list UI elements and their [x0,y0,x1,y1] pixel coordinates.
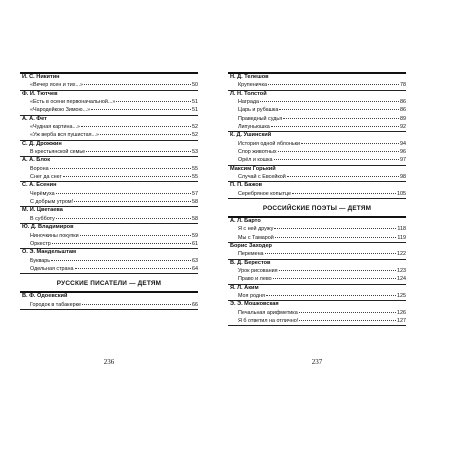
toc-entry-page: 126 [397,309,406,316]
toc-entry-title: Мы с Тамарой [238,234,274,241]
toc-entry-title: Моя родня [238,293,265,300]
dot-leader [265,249,396,254]
dot-leader [279,266,396,271]
toc-entry-page: 78 [400,82,406,89]
dot-leader [81,122,191,127]
toc-entry [228,190,406,198]
left-page-number: 236 [103,358,115,366]
dot-leader [268,80,399,85]
toc-entry-title: Право и лево [238,276,272,283]
dot-leader [56,189,191,194]
right-page-number: 237 [311,358,323,366]
toc-entry-title: Ниночкины покупки [30,232,79,239]
toc-entry-title: Крупеничка [238,82,267,89]
toc-entry-page: 52 [192,132,198,139]
dot-leader [56,214,191,219]
toc-entry-page: 119 [397,234,406,241]
dot-leader [86,147,191,152]
toc-entry [20,240,198,248]
toc-entry-page: 63 [192,257,198,264]
toc-author: Э. Э. Мошковская [228,300,406,308]
toc-entry [228,173,406,181]
dot-leader [51,256,191,261]
toc-author: К. Д. Ушинский [228,131,406,139]
toc-entry-title: «Уж верба вся пушистая...» [30,132,99,139]
dot-leader [82,300,191,305]
dot-leader [116,97,191,102]
toc-entry-page: 122 [397,251,406,258]
toc-entry-page: 66 [192,301,198,308]
toc-author: Л. Н. Толстой [228,90,406,98]
list-end-rule [20,273,198,274]
dot-leader [271,122,399,127]
dot-leader [50,164,191,169]
toc-entry [20,131,198,139]
toc-entry-title: Урок рисования [238,268,278,275]
toc-entry [228,123,406,131]
toc-author: Н. Д. Телешов [230,74,269,80]
toc-entry-title: Ворона [30,165,49,172]
toc-entry-page: 125 [397,293,406,300]
toc-entry-page: 52 [192,124,198,131]
dot-leader [283,114,399,119]
right-page [228,72,406,372]
toc-entry-page: 64 [192,265,198,272]
toc-entry-page: 96 [400,149,406,155]
toc-author: С. А. Есенин [20,181,198,189]
toc-author: А. А. Фет [20,115,198,123]
toc-entry-title: Оркестр [30,240,51,247]
toc-entry-title: Награда [238,99,259,106]
toc-entry-title: Снег да снег [30,174,62,181]
toc-entry [20,173,198,181]
toc-entry [228,81,406,89]
toc-author: С. Д. Дрожжин [20,140,198,148]
list-end-rule [20,309,198,310]
dot-leader [273,274,396,279]
toc-entry [228,234,406,242]
toc-author: Я. Л. Аким [228,284,406,292]
toc-entry-title: Городок в табакерке [30,301,81,308]
left-section-heading: РУССКИЕ ПИСАТЕЛИ — ДЕТЯМ [56,280,162,288]
toc-entry-page: 58 [192,215,198,222]
dot-leader [100,130,191,135]
toc-entry-title: Одельная страна [30,265,74,272]
dot-leader [275,233,397,238]
toc-entry-page: 86 [400,99,406,106]
toc-entry [20,148,198,156]
toc-entry-page: 51 [192,99,198,106]
toc-entry-title: Я б ответил на отлично! [238,318,299,325]
dot-leader [75,264,191,269]
toc-entry-page: 53 [192,149,198,156]
toc-entry-title: В крестьянской семье [30,149,86,156]
toc-author: М. И. Цветаева [20,206,198,214]
dot-leader [278,147,399,152]
toc-entry-page: 50 [192,82,198,89]
toc-entry-title: Перемена [238,251,264,258]
toc-entry-title: История одной яблоньки [238,140,301,147]
toc-entry-title: Липуньюшка [238,124,270,130]
toc-entry [228,250,406,258]
toc-entry-title: Я с ней дружу [238,226,274,233]
toc-entry-page: 127 [397,318,406,325]
right-section-heading: РОССИЙСКИЕ ПОЭТЫ — ДЕТЯМ [262,205,372,212]
toc-author: Ф. И. Тютчев [20,90,198,98]
toc-entry-title: Орёл и кошка [238,157,273,164]
left-page [20,72,198,372]
dot-leader [279,105,399,110]
dot-leader [74,197,191,202]
toc-entry-page: 118 [397,226,406,233]
toc-entry-page: 57 [192,190,198,197]
dot-leader [266,291,396,296]
dot-leader [299,308,396,313]
toc-entry [228,317,406,325]
dot-leader [80,231,191,236]
toc-author: В. Ф. Одоевский [22,293,68,300]
toc-entry-page: 89 [400,115,406,122]
toc-entry-page: 124 [397,276,406,283]
toc-entry-title: Букварь [30,257,51,264]
toc-author: А. Л. Барто [230,218,261,224]
toc-entry-title: «Вечер ясен и тих...» [30,82,83,89]
toc-author: А. А. Блок [20,156,198,164]
right-section-list [228,216,406,326]
dot-leader [299,316,396,321]
toc-entry-title: «Есть в осени первоначальной...» [30,99,116,106]
toc-entry [20,198,198,206]
left-toc-list [20,72,198,274]
dot-leader [301,139,399,144]
toc-author: Борис Заходер [228,242,406,250]
toc-entry-page: 94 [400,140,406,147]
toc-author: Максим Горький [228,165,406,173]
toc-entry-page: 61 [192,240,198,247]
toc-entry-page: 92 [400,124,406,130]
toc-entry-page: 97 [400,157,406,164]
toc-entry-title: Случай с Евсейкой [238,174,286,180]
dot-leader [63,172,191,177]
toc-entry [20,301,198,309]
toc-entry-title: С добрым утром! [30,199,74,206]
toc-entry-title: Черёмуха [30,190,55,197]
dot-leader [84,80,191,85]
list-end-rule [228,198,406,199]
left-section-list [20,291,198,310]
toc-entry-page: 86 [400,107,406,114]
toc-entry-title: Праведный судья [238,115,283,122]
list-end-rule [228,325,406,326]
toc-entry-page: 58 [192,199,198,206]
toc-author: П. П. Бажов [228,181,406,189]
right-toc-list [228,72,406,199]
toc-author: О. Э. Мандельштам [20,248,198,256]
toc-entry-page: 55 [192,165,198,172]
dot-leader [52,239,191,244]
toc-author: В. Д. Берестов [228,259,406,267]
toc-entry [20,81,198,89]
toc-entry-title: Серебряное копытце [238,190,291,197]
toc-entry-title: В субботу [30,215,55,222]
dot-leader [274,224,396,229]
toc-entry-page: 59 [192,232,198,239]
toc-entry [20,215,198,223]
toc-entry-title: Спор животных [238,149,277,155]
dot-leader [260,97,399,102]
toc-entry-title: Царь и рубашка [238,107,279,114]
toc-entry [228,156,406,164]
dot-leader [91,105,191,110]
toc-entry [20,265,198,273]
toc-entry-page: 123 [397,268,406,275]
dot-leader [274,155,399,160]
toc-entry [228,275,406,283]
toc-entry-title: «Чудная картина...» [30,124,80,131]
dot-leader [292,189,396,194]
toc-entry-page: 51 [192,107,198,114]
toc-entry-page: 105 [397,190,406,197]
dot-leader [287,172,399,177]
toc-entry-page: 98 [400,174,406,180]
toc-entry [20,106,198,114]
toc-author: И. С. Никитин [22,74,60,80]
toc-entry-page: 55 [192,174,198,181]
toc-entry [228,292,406,300]
toc-author: Ю. Д. Владимиров [20,223,198,231]
toc-entry-title: Печальная арифметика [238,309,298,316]
toc-entry-title: «Чародейкою Зимою...» [30,107,91,114]
